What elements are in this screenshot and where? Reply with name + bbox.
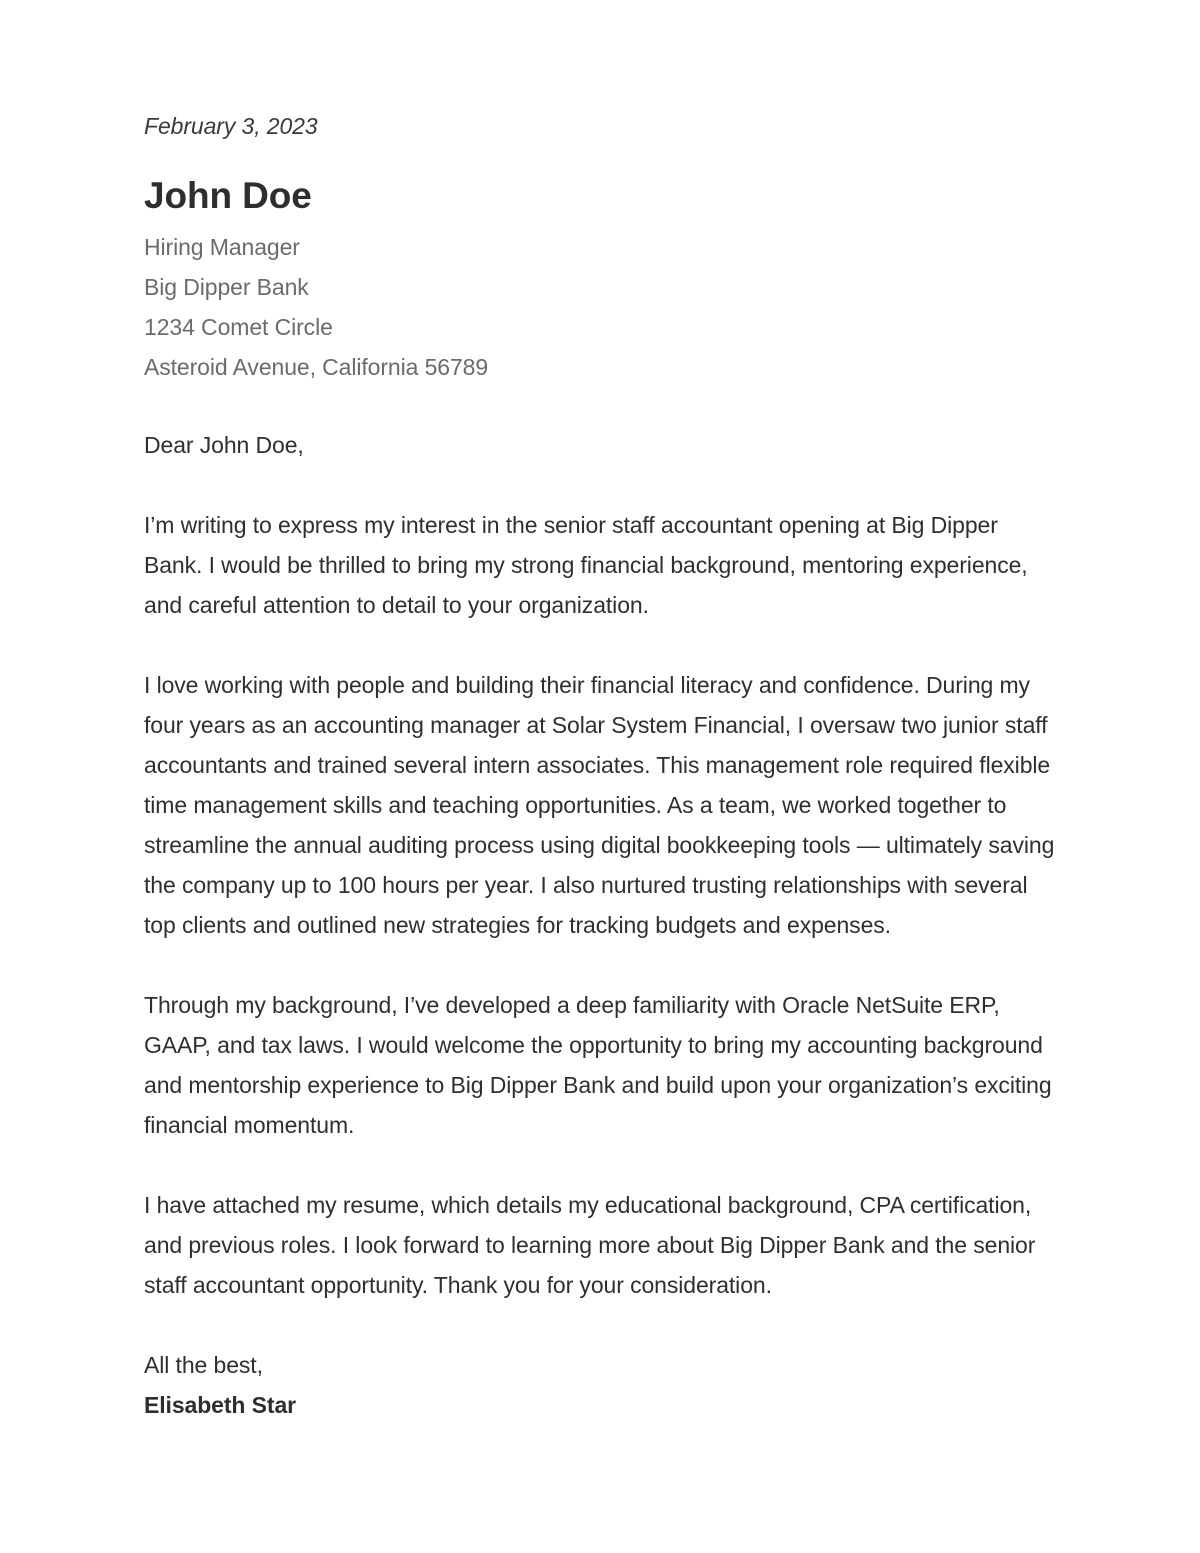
- paragraph-skills: Through my background, I’ve developed a deep familiarity with Oracle NetSuite ERP, GAAP, and tax laws. I would welcome the opportunity to bring my accounting background and mentorship experience to Big Dipper Bank and build upon your organization’s exciting financial momentum.: [144, 992, 1052, 1138]
- paragraph-closing-remarks: I have attached my resume, which details my educational background, CPA certification, and previous roles. I look forward to learning more about Big Dipper Bank and the senior staff accountant opportunity. Thank you for your consideration.: [144, 1192, 1036, 1298]
- recipient-details: [144, 227, 1056, 387]
- recipient-title: Hiring Manager: [144, 234, 300, 260]
- signature-name: Elisabeth Star: [144, 1392, 296, 1418]
- recipient-city-line: Asteroid Avenue, California 56789: [144, 354, 489, 380]
- salutation: Dear John Doe,: [144, 432, 304, 458]
- recipient-name: John Doe: [144, 175, 312, 216]
- letter-date: February 3, 2023: [144, 113, 318, 139]
- recipient-street: 1234 Comet Circle: [144, 314, 333, 340]
- recipient-company: Big Dipper Bank: [144, 274, 309, 300]
- paragraph-intro: I’m writing to express my interest in the senior staff accountant opening at Big Dipper Bank. I would be thrilled to bring my strong financial background, mentoring experience, and careful attention to detail to your organization.: [144, 512, 1028, 618]
- closing-phrase: All the best,: [144, 1352, 263, 1378]
- paragraph-experience: I love working with people and building their financial literacy and confidence. During my four years as an accounting manager at Solar System Financial, I oversaw two junior staff accountants and trained several intern associates. This management role required flexible time management skills and teaching opportunities. As a team, we worked together to streamline the annual auditing process using digital bookkeeping tools — ultimately saving the company up to 100 hours per year. I also nurtured trusting relationships with several top clients and outlined new strategies for tracking budgets and expenses.: [144, 672, 1055, 938]
